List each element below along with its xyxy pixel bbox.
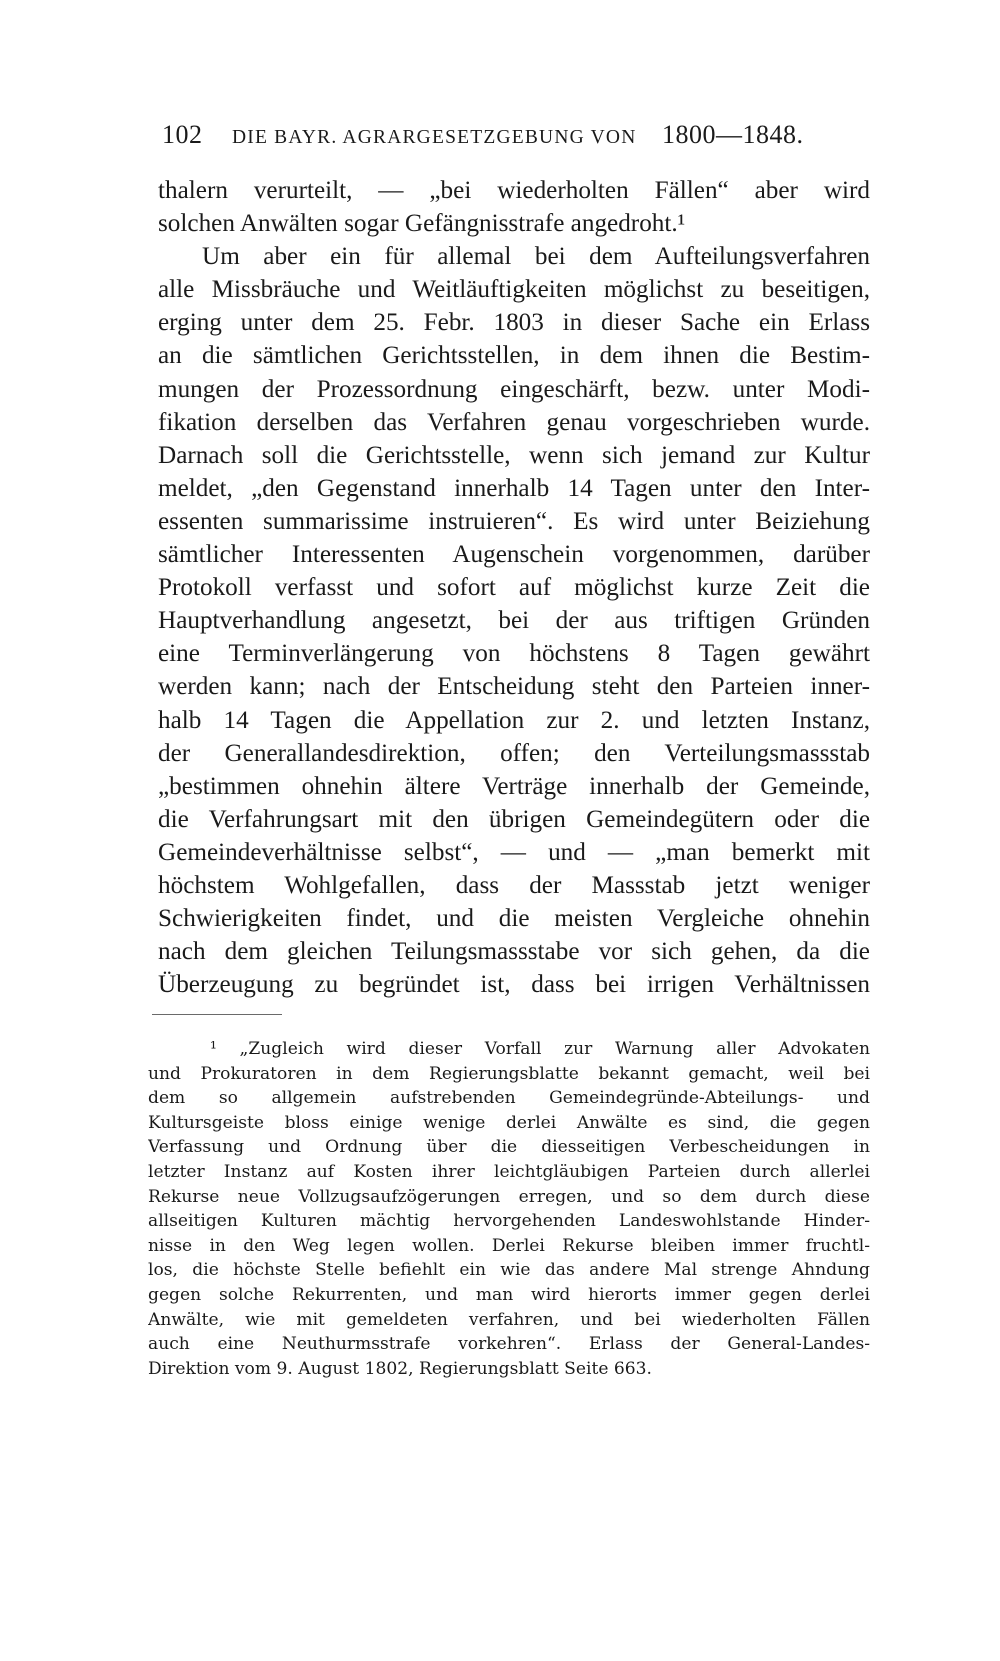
text-line: werden kann; nach der Entscheidung steht den Parteien inner- — [158, 673, 870, 701]
footnote-line: Kultursgeiste bloss einige wenige derlei Anwälte es sind, die gegen — [148, 1112, 870, 1133]
text-line: höchstem Wohlgefallen, dass der Massstab jetzt weniger — [158, 871, 870, 899]
footnote-line: Direktion vom 9. August 1802, Regierungsblatt Seite 663. — [148, 1358, 652, 1379]
running-title-years: 1800—1848. — [662, 120, 804, 149]
footnote-line: gegen solche Rekurrenten, und man wird hierorts immer gegen derlei — [148, 1284, 870, 1305]
text-line: thalern verurteilt, — „bei wiederholten Fällen“ aber wird — [158, 177, 870, 204]
text-line: mungen der Prozessordnung eingeschärft, bezw. unter Modi- — [158, 375, 870, 403]
text-line: Darnach soll die Gerichtsstelle, wenn sich jemand zur Kultur — [158, 441, 870, 469]
text-line: Protokoll verfasst und sofort auf möglichst kurze Zeit die — [158, 574, 870, 602]
text-line: essenten summarissime instruieren“. Es wird unter Beiziehung — [158, 507, 870, 535]
text-line: eine Terminverlängerung von höchstens 8 Tagen gewährt — [158, 640, 870, 668]
footnote-line: auch eine Neuthurmsstrafe vorkehren“. Erlass der General-Landes- — [148, 1334, 870, 1355]
text-line: erging unter dem 25. Febr. 1803 in dieser Sache ein Erlass — [158, 309, 870, 337]
running-head — [162, 120, 882, 154]
text-line: nach dem gleichen Teilungsmassstabe vor sich gehen, da die — [158, 938, 870, 966]
text-line: Überzeugung zu begründet ist, dass bei irrigen Verhältnissen — [158, 971, 870, 999]
footnote-line: los, die höchste Stelle befiehlt ein wie das andere Mal strenge Ahndung — [148, 1260, 870, 1281]
text-line: Hauptverhandlung angesetzt, bei der aus triftigen Gründen — [158, 607, 870, 635]
footnote-line: Anwälte, wie mit gemeldeten verfahren, und bei wiederholten Fällen — [148, 1309, 870, 1330]
text-line: „bestimmen ohnehin ältere Verträge innerhalb der Gemeinde, — [158, 772, 870, 800]
text-line: meldet, „den Gegenstand innerhalb 14 Tagen unter den Inter- — [158, 474, 870, 502]
text-line: sämtlicher Interessenten Augenschein vorgenommen, darüber — [158, 541, 870, 569]
text-line: Um aber ein für allemal bei dem Aufteilungsverfahren — [202, 243, 870, 271]
text-line: Gemeindeverhältnisse selbst“, — und — „man bemerkt mit — [158, 838, 870, 866]
main-text — [158, 174, 870, 1001]
text-line: alle Missbräuche und Weitläuftigkeiten möglichst zu beseitigen, — [158, 276, 870, 304]
text-line: solchen Anwälten sogar Gefängnisstrafe angedroht.¹ — [158, 210, 686, 238]
text-line: der Generallandesdirektion, offen; den Verteilungsmassstab — [158, 739, 870, 767]
page-number: 102 — [162, 120, 203, 149]
footnote — [148, 1037, 870, 1381]
footnote-line: ¹ „Zugleich wird dieser Vorfall zur Warnung aller Advokaten — [210, 1039, 870, 1059]
text-line: halb 14 Tagen die Appellation zur 2. und letzten Instanz, — [158, 706, 870, 734]
footnote-line: dem so allgemein aufstrebenden Gemeindegründe-Abteilungs- und — [148, 1088, 870, 1109]
footnote-line: nisse in den Weg legen wollen. Derlei Rekurse bleiben immer fruchtl- — [148, 1235, 870, 1256]
footnote-line: allseitigen Kulturen mächtig hervorgehenden Landeswohlstande Hinder- — [148, 1211, 870, 1232]
text-line: fikation derselben das Verfahren genau vorgeschrieben wurde. — [158, 408, 870, 436]
footnote-line: Verfassung und Ordnung über die diesseitigen Verbescheidungen in — [148, 1137, 870, 1158]
running-title: DIE BAYR. AGRARGESETZGEBUNG VON — [232, 127, 637, 148]
text-line: an die sämtlichen Gerichtsstellen, in dem ihnen die Bestim- — [158, 342, 870, 370]
footnote-line: Rekurse neue Vollzugsaufzögerungen erregen, und so dem durch diese — [148, 1186, 870, 1207]
footnote-line: letzter Instanz auf Kosten ihrer leichtgläubigen Parteien durch allerlei — [148, 1161, 870, 1182]
footnote-divider — [152, 1014, 282, 1015]
text-line: die Verfahrungsart mit den übrigen Gemeindegütern oder die — [158, 805, 870, 833]
text-line: Schwierigkeiten findet, und die meisten Vergleiche ohnehin — [158, 905, 870, 933]
footnote-line: und Prokuratoren in dem Regierungsblatte bekannt gemacht, weil bei — [148, 1063, 870, 1084]
